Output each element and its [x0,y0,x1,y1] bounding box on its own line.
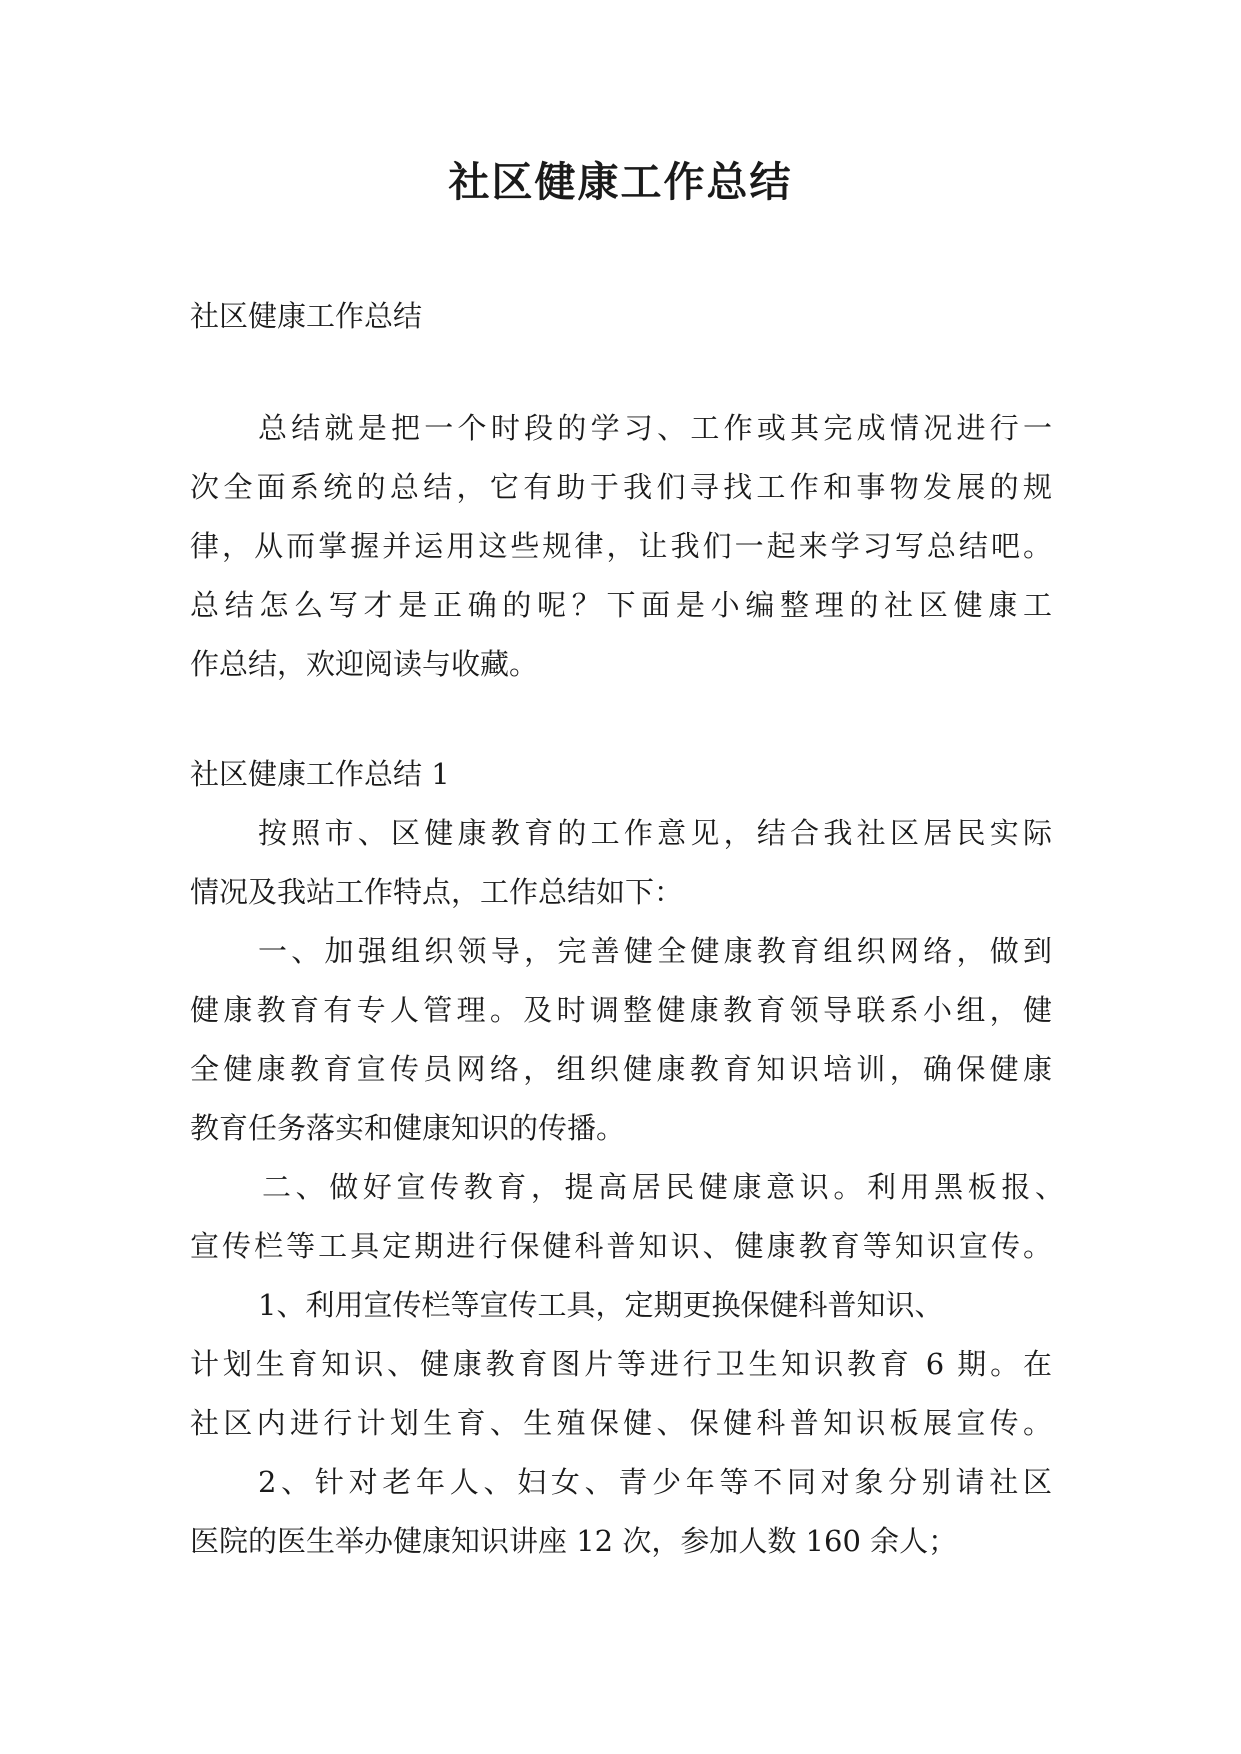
intro-line: 次全面系统的总结，它有助于我们寻找工作和事物发展的规 [190,470,1052,504]
intro-line: 作总结，欢迎阅读与收藏。 [190,647,539,681]
body-line: 情况及我站工作特点，工作总结如下： [190,875,684,909]
document-subtitle: 社区健康工作总结 [190,299,423,333]
body-line: 健康教育有专人管理。及时调整健康教育领导联系小组，健 [190,993,1052,1027]
intro-line: 律，从而掌握并运用这些规律，让我们一起来学习写总结吧。 [190,529,1052,563]
section-heading: 社区健康工作总结 1 [190,757,450,791]
body-line: 全健康教育宣传员网络，组织健康教育知识培训，确保健康 [190,1052,1052,1086]
body-line: 1、利用宣传栏等宣传工具，定期更换保健科普知识、 [258,1288,944,1322]
body-line: 医院的医生举办健康知识讲座 12 次，参加人数 160 余人； [190,1524,958,1558]
body-line: 计划生育知识、健康教育图片等进行卫生知识教育 6 期。在 [190,1347,1052,1381]
body-line: 宣传栏等工具定期进行保健科普知识、健康教育等知识宣传。 [190,1229,1052,1263]
body-line: 按照市、区健康教育的工作意见，结合我社区居民实际 [258,816,1052,850]
body-line: 二、做好宣传教育，提高居民健康意识。利用黑板报、 [262,1170,1064,1204]
body-line: 教育任务落实和健康知识的传播。 [190,1111,626,1145]
intro-line: 总结就是把一个时段的学习、工作或其完成情况进行一 [258,411,1052,445]
intro-line: 总结怎么写才是正确的呢？下面是小编整理的社区健康工 [190,588,1052,622]
body-line: 社区内进行计划生育、生殖保健、保健科普知识板展宣传。 [190,1406,1052,1440]
document-title: 社区健康工作总结 [448,158,793,206]
body-line: 2、针对老年人、妇女、青少年等不同对象分别请社区 [258,1465,1052,1499]
body-line: 一、加强组织领导，完善健全健康教育组织网络，做到 [258,934,1052,968]
